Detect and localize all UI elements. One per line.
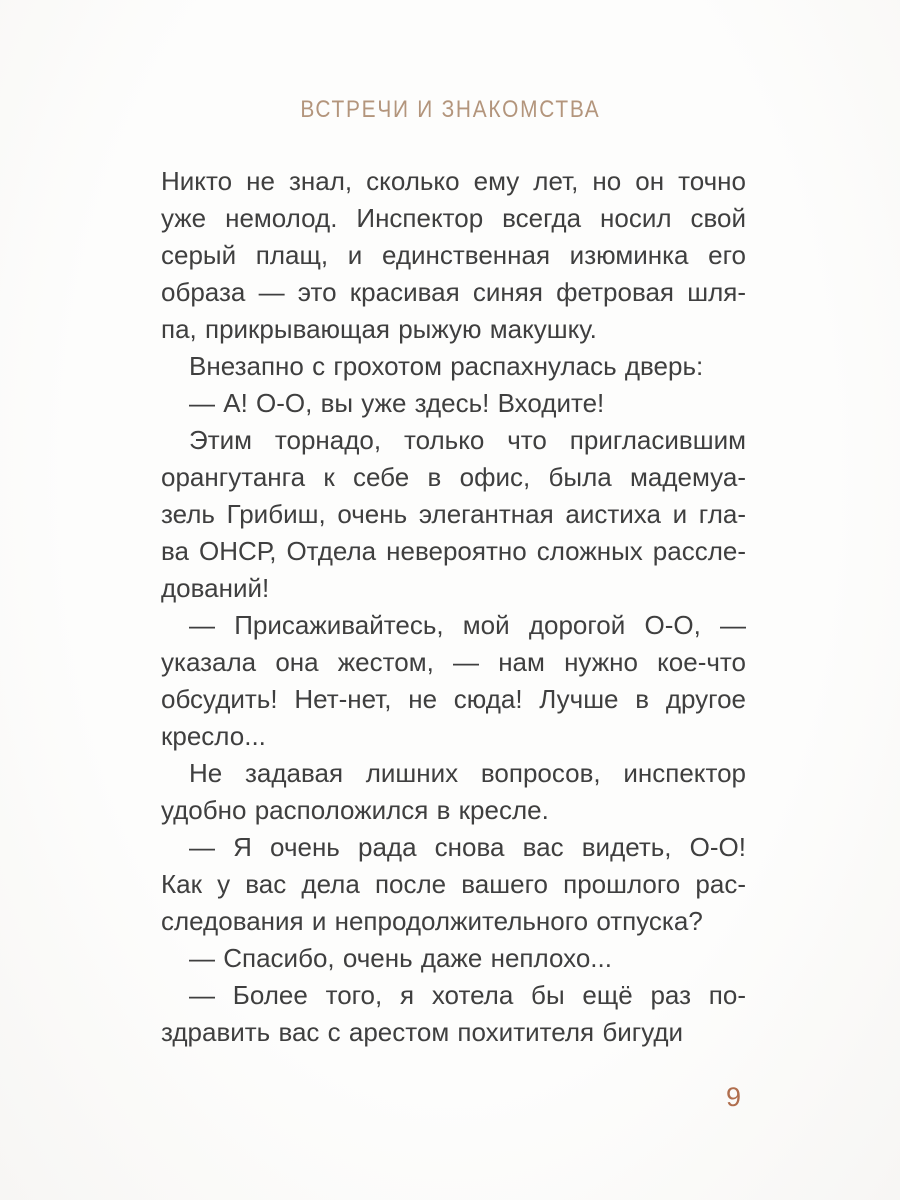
paragraph (161, 422, 746, 607)
text-line: орангутанга к себе в офис, была мадемуа- (161, 462, 746, 492)
text-line: удобно расположился в кресле. (161, 795, 549, 825)
paragraph (161, 755, 746, 829)
text-line: зель Грибиш, очень элегантная аистиха и гла- (161, 499, 746, 529)
text-line: — А! О-О, вы уже здесь! Входите! (189, 388, 605, 418)
text-line: — Спасибо, очень даже неплохо... (189, 943, 612, 973)
text-line: Никто не знал, сколько ему лет, но он точно (161, 166, 746, 196)
text-line: — Присаживайтесь, мой дорогой О-О, — (189, 610, 746, 640)
paragraph (161, 940, 746, 977)
text-line: — Я очень рада снова вас видеть, О-О! (189, 832, 746, 862)
text-line: здравить вас с арестом похитителя бигуди (161, 1017, 684, 1047)
text-line: кресло... (161, 721, 266, 751)
text-line: Внезапно с грохотом распахнулась дверь: (189, 351, 704, 381)
text-line: Не задавая лишних вопросов, инспектор (189, 758, 746, 788)
text-line: образа — это красивая синяя фетровая шля- (161, 277, 746, 307)
text-line: уже немолод. Инспектор всегда носил свой (161, 203, 746, 233)
text-line: ва ОНСР, Отдела невероятно сложных рассле- (161, 536, 746, 566)
body-text (161, 163, 746, 1051)
text-line: дований! (161, 573, 270, 603)
text-line: Этим торнадо, только что пригласившим (189, 425, 746, 455)
page-number: 9 (726, 1082, 742, 1112)
text-line: па, прикрывающая рыжую макушку. (161, 314, 597, 344)
text-line: указала она жестом, — нам нужно кое-что (161, 647, 746, 677)
text-line: серый плащ, и единственная изюминка его (161, 240, 746, 270)
paragraph (161, 977, 746, 1051)
text-line: — Более того, я хотела бы ещё раз по- (189, 980, 746, 1010)
paragraph (161, 385, 746, 422)
text-line: следования и непродолжительного отпуска? (161, 906, 703, 936)
paragraph (161, 829, 746, 940)
chapter-header-title: ВСТРЕЧИ И ЗНАКОМСТВА (299, 96, 601, 123)
chapter-header (0, 96, 900, 124)
text-line: обсудить! Нет-нет, не сюда! Лучше в другое (161, 684, 746, 714)
paragraph (161, 163, 746, 348)
paragraph (161, 348, 746, 385)
text-line: Как у вас дела после вашего прошлого рас- (161, 869, 746, 899)
paragraph (161, 607, 746, 755)
